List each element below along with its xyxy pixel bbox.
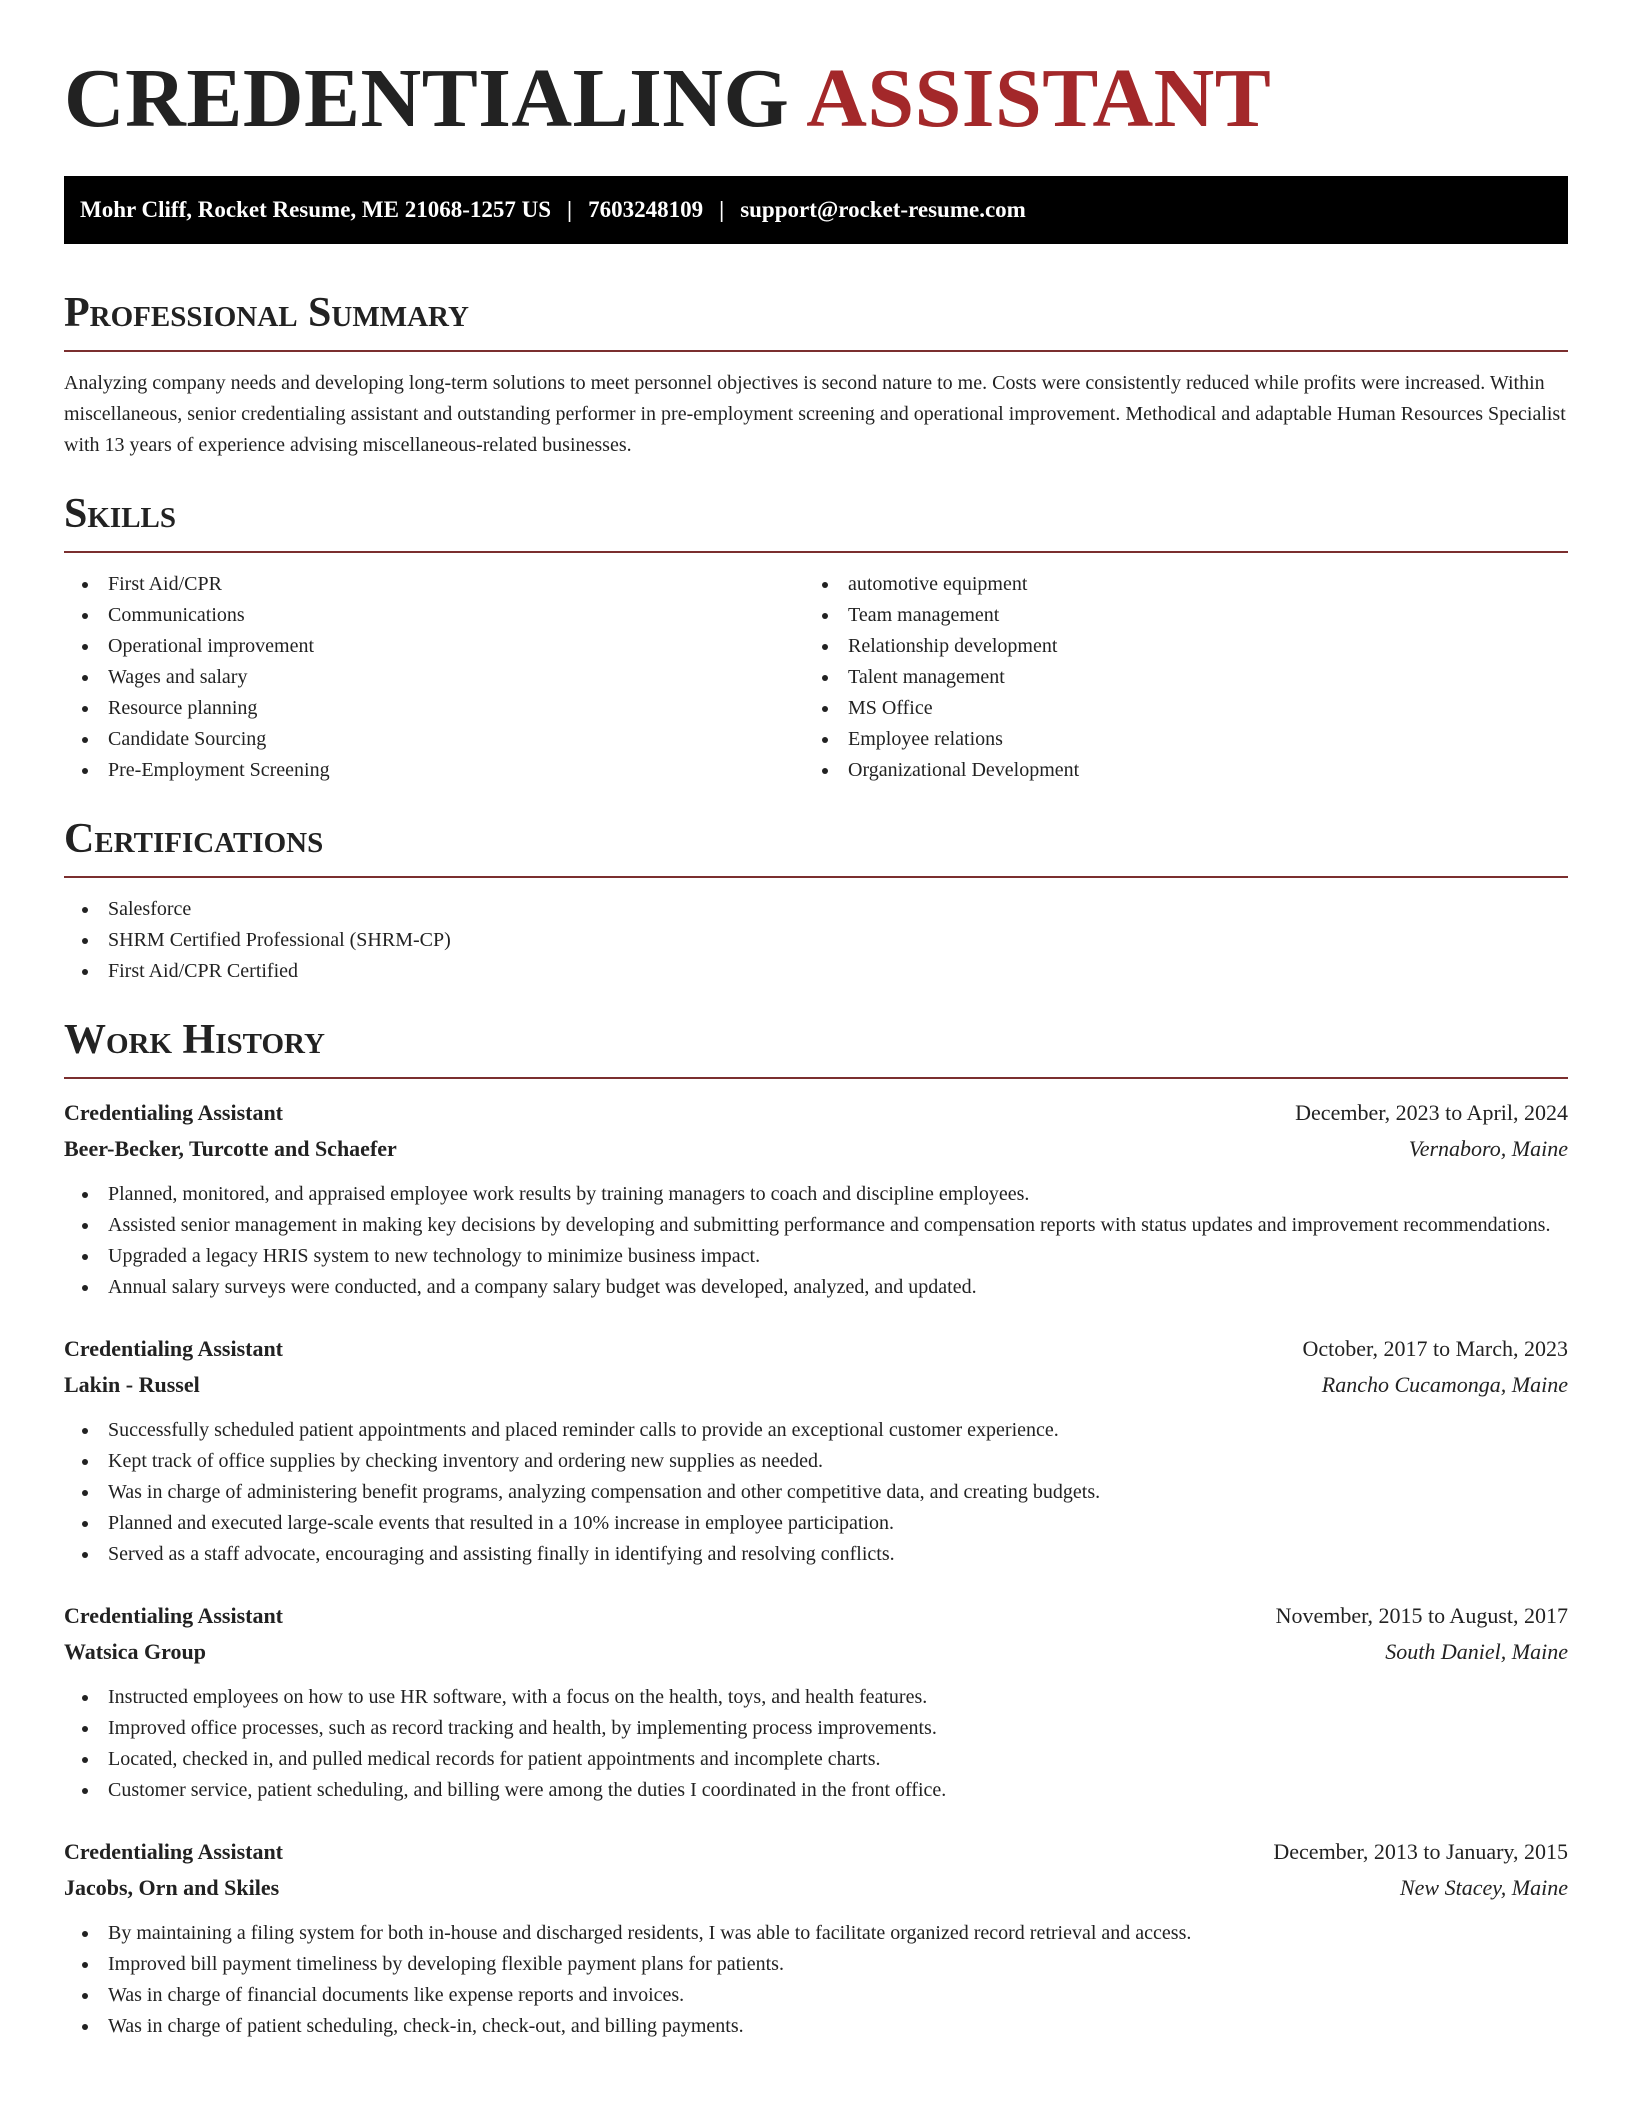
job-bullet: Successfully scheduled patient appointments and placed reminder calls to provide an exceptional customer experience.	[64, 1415, 1568, 1446]
skill-item: MS Office	[804, 693, 1544, 724]
job-company: Jacobs, Orn and Skiles	[64, 1875, 280, 1900]
job-location: Rancho Cucamonga, Maine	[1321, 1372, 1568, 1397]
job-bullet: Planned and executed large-scale events that resulted in a 10% increase in employee participation.	[64, 1508, 1568, 1539]
job-title: Credentialing Assistant	[64, 1839, 284, 1864]
job-bullets	[64, 1918, 1568, 2042]
skill-item: Talent management	[804, 662, 1544, 693]
section-divider	[64, 350, 1568, 352]
skill-item: Operational improvement	[64, 631, 804, 662]
job-bullets	[64, 1682, 1568, 1806]
skill-item: Relationship development	[804, 631, 1544, 662]
job-title: Credentialing Assistant	[64, 1603, 284, 1628]
contact-separator: |	[567, 197, 573, 222]
job-location: South Daniel, Maine	[1385, 1639, 1568, 1664]
job-company: Watsica Group	[64, 1639, 207, 1664]
job-dates: November, 2015 to August, 2017	[1275, 1603, 1568, 1628]
contact-bar	[64, 176, 1568, 244]
job-bullet: Improved office processes, such as record tracking and health, by implementing process improvements.	[64, 1713, 1568, 1744]
job-entry	[64, 1095, 1568, 1303]
contact-email: support@rocket-resume.com	[740, 197, 1026, 222]
job-header-row	[64, 1834, 1568, 1870]
job-bullet: Customer service, patient scheduling, and billing were among the duties I coordinated in the front office.	[64, 1775, 1568, 1806]
job-bullet: Instructed employees on how to use HR software, with a focus on the health, toys, and health features.	[64, 1682, 1568, 1713]
skill-item: Team management	[804, 600, 1544, 631]
skill-item: First Aid/CPR	[64, 569, 804, 600]
job-bullet: By maintaining a filing system for both in-house and discharged residents, I was able to facilitate organized record retrieval and access.	[64, 1918, 1568, 1949]
certification-item: SHRM Certified Professional (SHRM-CP)	[64, 925, 1568, 956]
job-company-row	[64, 1870, 1568, 1906]
job-title: Credentialing Assistant	[64, 1100, 284, 1125]
job-dates: October, 2017 to March, 2023	[1302, 1336, 1568, 1361]
skills-list-left	[64, 569, 804, 786]
job-bullets	[64, 1179, 1568, 1303]
summary-section	[64, 288, 1568, 461]
contact-separator: |	[719, 197, 725, 222]
job-bullet: Upgraded a legacy HRIS system to new technology to minimize business impact.	[64, 1241, 1568, 1272]
job-bullet: Kept track of office supplies by checking inventory and ordering new supplies as needed.	[64, 1446, 1568, 1477]
job-bullet: Was in charge of financial documents like expense reports and invoices.	[64, 1980, 1568, 2011]
job-location: New Stacey, Maine	[1399, 1875, 1568, 1900]
job-header-row	[64, 1095, 1568, 1131]
work-history-heading: Work History	[64, 1017, 325, 1063]
contact-phone: 7603248109	[588, 197, 704, 222]
job-location: Vernaboro, Maine	[1408, 1136, 1568, 1161]
job-bullet: Annual salary surveys were conducted, and a company salary budget was developed, analyzed, and updated.	[64, 1272, 1568, 1303]
job-bullet: Located, checked in, and pulled medical records for patient appointments and incomplete charts.	[64, 1744, 1568, 1775]
work-history-section	[64, 1015, 1568, 2042]
job-company-row	[64, 1634, 1568, 1670]
skill-item: automotive equipment	[804, 569, 1544, 600]
skills-list-right	[804, 569, 1544, 786]
job-entry	[64, 1331, 1568, 1570]
job-company-row	[64, 1367, 1568, 1403]
job-header-row	[64, 1331, 1568, 1367]
certification-item: First Aid/CPR Certified	[64, 956, 1568, 987]
summary-heading: Professional Summary	[64, 290, 469, 336]
certifications-list	[64, 894, 1568, 987]
title-second-word: ASSISTANT	[806, 52, 1272, 145]
title-first-word: CREDENTIALING	[64, 52, 790, 145]
skill-item: Pre-Employment Screening	[64, 755, 804, 786]
job-bullets	[64, 1415, 1568, 1570]
job-bullet: Planned, monitored, and appraised employee work results by training managers to coach and discipline employees.	[64, 1179, 1568, 1210]
job-company-row	[64, 1131, 1568, 1167]
job-dates: December, 2013 to January, 2015	[1273, 1839, 1568, 1864]
skill-item: Candidate Sourcing	[64, 724, 804, 755]
skill-item: Employee relations	[804, 724, 1544, 755]
skills-heading: Skills	[64, 491, 177, 537]
job-entry	[64, 1598, 1568, 1806]
job-company: Lakin - Russel	[64, 1372, 200, 1397]
skill-item: Resource planning	[64, 693, 804, 724]
resume-title	[64, 0, 1568, 146]
skills-section	[64, 489, 1568, 786]
job-company: Beer-Becker, Turcotte and Schaefer	[64, 1136, 397, 1161]
certifications-section	[64, 814, 1568, 987]
skills-columns	[64, 569, 1568, 786]
job-bullet: Improved bill payment timeliness by developing flexible payment plans for patients.	[64, 1949, 1568, 1980]
job-entry	[64, 1834, 1568, 2042]
job-dates: December, 2023 to April, 2024	[1295, 1100, 1568, 1125]
job-bullet: Was in charge of patient scheduling, check-in, check-out, and billing payments.	[64, 2011, 1568, 2042]
section-divider	[64, 551, 1568, 553]
section-divider	[64, 1077, 1568, 1079]
section-divider	[64, 876, 1568, 878]
certifications-heading: Certifications	[64, 816, 324, 862]
summary-text: Analyzing company needs and developing long-term solutions to meet personnel objectives is second nature to me. Costs were consistently reduced while profits were increased. Within miscellaneous, senior credentialing assistant and outstanding performer in pre-employment screening and operational improvement. Methodical and adaptable Human Resources Specialist with 13 years of experience advising miscellaneous-related businesses.	[64, 372, 1566, 456]
skill-item: Wages and salary	[64, 662, 804, 693]
skill-item: Organizational Development	[804, 755, 1544, 786]
job-bullet: Assisted senior management in making key decisions by developing and submitting performance and compensation reports with status updates and improvement recommendations.	[64, 1210, 1568, 1241]
job-title: Credentialing Assistant	[64, 1336, 284, 1361]
job-bullet: Was in charge of administering benefit programs, analyzing compensation and other competitive data, and creating budgets.	[64, 1477, 1568, 1508]
job-header-row	[64, 1598, 1568, 1634]
job-bullet: Served as a staff advocate, encouraging and assisting finally in identifying and resolving conflicts.	[64, 1539, 1568, 1570]
contact-address: Mohr Cliff, Rocket Resume, ME 21068-1257 US	[80, 197, 552, 222]
certification-item: Salesforce	[64, 894, 1568, 925]
skill-item: Communications	[64, 600, 804, 631]
